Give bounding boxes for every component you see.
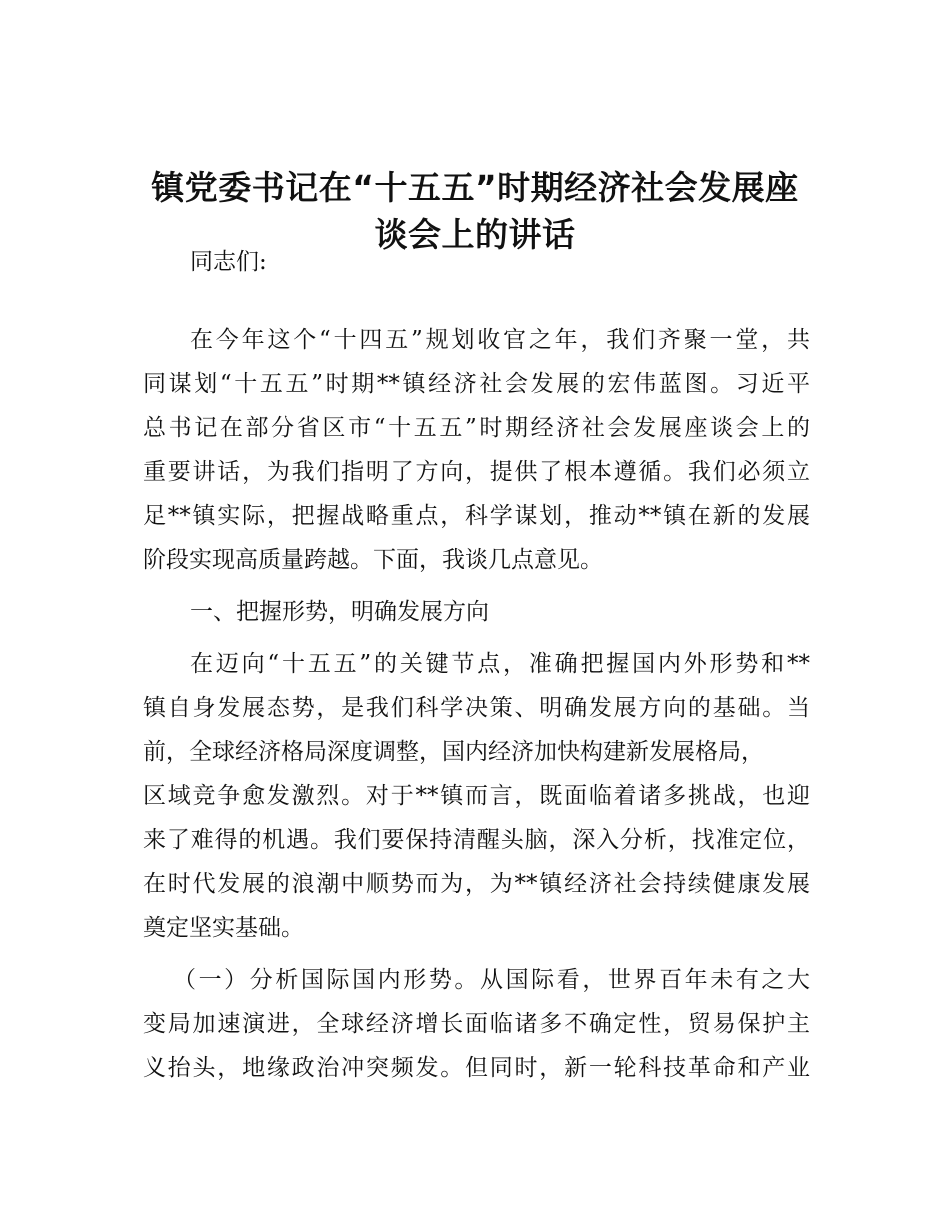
intro-line-1: 在今年这个“十四五”规划收官之年，我们齐聚一堂，共 — [190, 327, 810, 353]
section-1-line-4: 区域竞争愈发激烈。对于**镇而言，既面临着诸多挑战，也迎 — [143, 783, 810, 809]
subsection-1-line-2: 变局加速演进，全球经济增长面临诸多不确定性，贸易保护主 — [143, 1011, 810, 1037]
salutation: 同志们: — [190, 249, 267, 275]
document-title-line-2: 谈会上的讲话 — [374, 215, 576, 254]
subsection-1-line-1: （一）分析国际国内形势。从国际看，世界百年未有之大 — [173, 967, 810, 993]
section-1-line-6: 在时代发展的浪潮中顺势而为，为**镇经济社会持续健康发展 — [143, 871, 810, 897]
intro-line-3: 总书记在部分省区市“十五五”时期经济社会发展座谈会上的 — [143, 415, 810, 441]
subsection-1-line-3: 义抬头，地缘政治冲突频发。但同时，新一轮科技革命和产业 — [143, 1055, 810, 1081]
section-1-line-7: 奠定坚实基础。 — [143, 915, 304, 941]
section-1-line-2: 镇自身发展态势，是我们科学决策、明确发展方向的基础。当 — [143, 695, 810, 721]
intro-line-2: 同谋划“十五五”时期**镇经济社会发展的宏伟蓝图。习近平 — [143, 371, 810, 397]
section-1-line-5: 来了难得的机遇。我们要保持清醒头脑，深入分析，找准定位， — [143, 827, 810, 853]
section-1-heading: 一、把握形势，明确发展方向 — [190, 599, 489, 625]
document-title-line-1: 镇党委书记在“十五五”时期经济社会发展座 — [151, 168, 799, 207]
intro-line-4: 重要讲话，为我们指明了方向，提供了根本遵循。我们必须立 — [143, 459, 810, 485]
intro-line-5: 足**镇实际，把握战略重点，科学谋划，推动**镇在新的发展 — [143, 503, 810, 529]
section-1-line-1: 在迈向“十五五”的关键节点，准确把握国内外形势和** — [190, 651, 810, 677]
section-1-line-3: 前，全球经济格局深度调整，国内经济加快构建新发展格局， — [143, 739, 764, 765]
intro-line-6: 阶段实现高质量跨越。下面，我谈几点意见。 — [143, 547, 603, 573]
